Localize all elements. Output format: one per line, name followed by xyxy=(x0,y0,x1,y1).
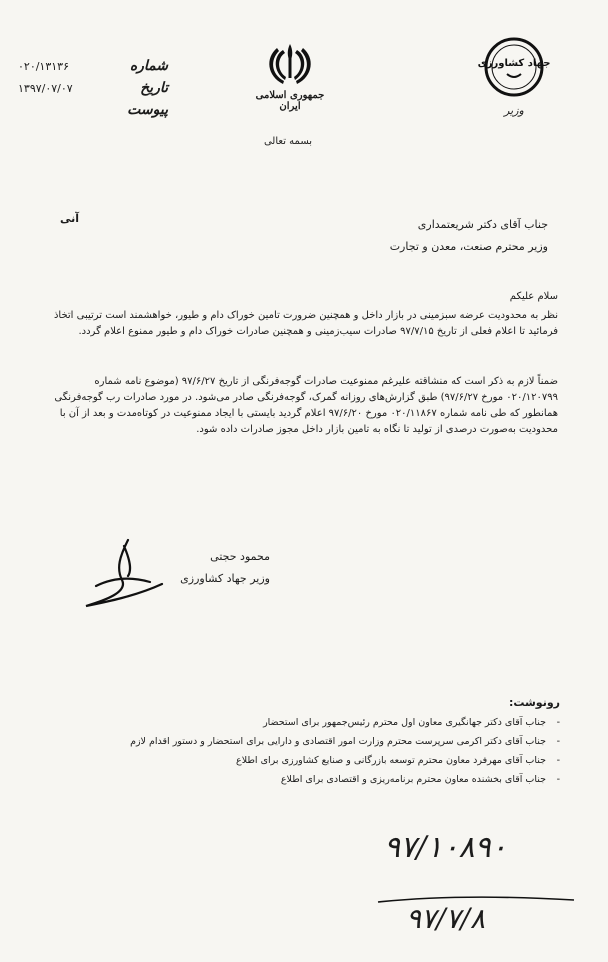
date-label: تاریخ xyxy=(140,80,168,96)
emblem-caption: جمهوری اسلامی ایران xyxy=(255,90,325,112)
signer-block xyxy=(180,546,270,590)
ministry-caption: وزیر xyxy=(504,104,524,117)
signer-name: محمود حجتی xyxy=(210,550,270,563)
cc-item: - جناب آقای بخشنده معاون محترم برنامه‌ریزی و اقتصادی برای اطلاع xyxy=(120,770,560,789)
addressee-block xyxy=(148,214,548,258)
body-paragraph-2: ضمناً لازم به ذکر است که منشاقته علیرغم ممنوعیت صادرات گوجه‌فرنگی از تاریخ ۹۷/۶/۲۷ (موضوع نامه شماره ۰۲۰/۱۲۰۷۹۹ مورخ ۹۷/۶/۲۷) طبق گزارش‌های روزانه گمرک، گوجه‌فرنگی صادر می‌شود. در مورد صادرات رب گوجه‌فرنگی همانطور که طی نامه شماره ۰۲۰/۱۱۸۶۷ مورخ ۹۷/۶/۲۰ اعلام گردید بایستی با ایجاد ممنوعیت در کوتاه‌مدت و بعد از آن با محدودیت به‌صورت درصدی از تولید تا نگاه به تامین بازار داخل مجوز صادرات داده شود. xyxy=(54,376,558,435)
attachment-label: پیوست xyxy=(127,102,168,118)
handwritten-registry-number: ۹۷/۱۰۸۹۰ xyxy=(384,830,507,865)
cc-item: - جناب آقای دکتر اکرمی سرپرست محترم وزارت امور اقتصادی و دارایی برای استحضار و دستور اقدام لازم xyxy=(120,732,560,751)
ministry-logo-text: جهاد کشاورزی xyxy=(477,58,551,69)
cc-title: رونوشت: xyxy=(508,696,560,709)
body-paragraph-1: نظر به محدودیت عرضه سبزمینی در بازار داخل و همچنین ضرورت تامین خوراک دام و طیور، خواهشمند است ترتیبی اتخاذ فرمائید تا اعلام فعلی از تاریخ ۹۷/۷/۱۵ صادرات سیب‌زمینی و همچنین صادرات خوراک دام و طیور ممنوع اعلام گردد. xyxy=(53,310,558,337)
number-value: ۰۲۰/۱۳۱۳۶ xyxy=(18,60,69,73)
greeting: سلام علیکم xyxy=(509,291,558,302)
cc-item: - جناب آقای دکتر جهانگیری معاون اول محترم رئیس‌جمهور برای استحضار xyxy=(120,713,560,732)
signer-title: وزیر جهاد کشاورزی xyxy=(180,572,270,585)
handwritten-signature xyxy=(66,536,176,616)
cc-item: - جناب آقای مهرفرد معاون محترم توسعه بازرگانی و صنایع کشاورزی برای اطلاع xyxy=(120,751,560,770)
cc-list xyxy=(120,713,560,789)
number-label: شماره xyxy=(129,58,168,74)
date-row xyxy=(18,80,168,102)
invocation: بسمه تعالی xyxy=(263,136,313,147)
ministry-logo xyxy=(477,36,551,117)
attachment-row xyxy=(18,102,168,124)
addressee-name: جناب آقای دکتر شریعتمداری xyxy=(417,218,548,231)
date-value: ۱۳۹۷/۰۷/۰۷ xyxy=(18,82,73,95)
urgency-mark: آنی xyxy=(60,212,80,225)
emblem-icon xyxy=(263,40,317,88)
cc-section xyxy=(120,696,560,789)
addressee-title: وزیر محترم صنعت، معدن و تجارت xyxy=(389,240,548,253)
handwritten-date: ۹۷/۷/۸ xyxy=(406,902,486,935)
ministry-seal-icon xyxy=(477,36,551,98)
iran-emblem xyxy=(250,40,330,112)
number-row xyxy=(18,58,168,80)
letter-meta xyxy=(18,58,168,124)
